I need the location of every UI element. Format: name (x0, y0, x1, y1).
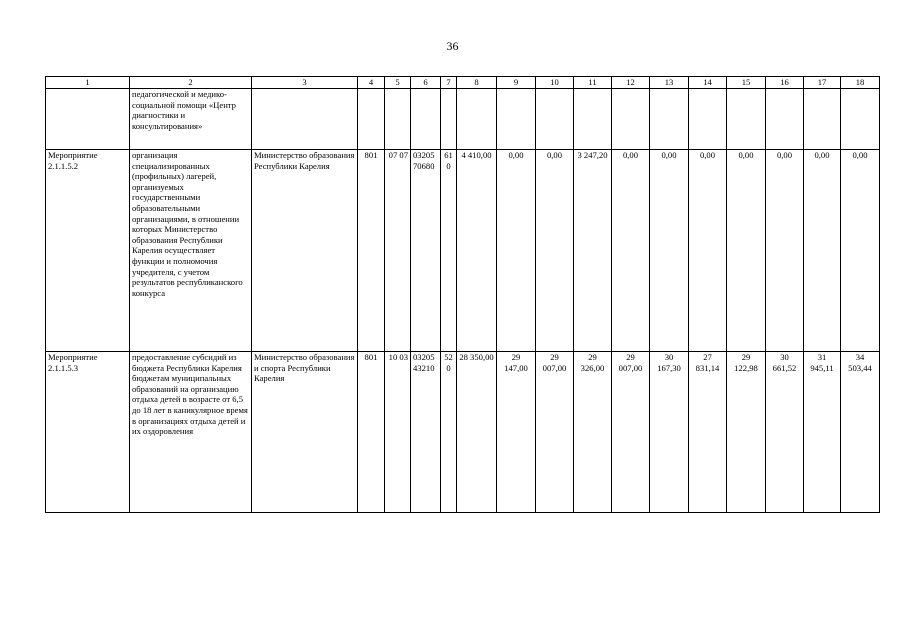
table-cell (536, 89, 574, 150)
header-cell: 13 (650, 77, 689, 89)
table-cell: 03205 43210 (411, 352, 441, 513)
header-cell: 8 (457, 77, 497, 89)
table-cell (689, 89, 727, 150)
table-cell: 30 167,30 (650, 352, 689, 513)
table-cell: 10 03 (385, 352, 411, 513)
table-cell (804, 89, 841, 150)
table-cell: 29 147,00 (497, 352, 536, 513)
activity-description-cell: организация специализированных (профильных) лагерей, организуемых государственными образовательными организациями, в отношении которых Министерство образования Республики Карелия осуществляет функции и полномочия учредителя, с учетом результатов республиканского конкурса (130, 150, 252, 352)
table-header-row (46, 77, 880, 89)
table-cell: 4 410,00 (457, 150, 497, 352)
header-cell: 16 (766, 77, 804, 89)
table-cell: 3 247,20 (574, 150, 612, 352)
activity-description-cell: предоставление субсидий из бюджета Республики Карелия бюджетам муниципальных образований на организацию отдыха детей в возрасте от 6,5 до 18 лет в каникулярное время в организациях отдыха детей и их оздоровления (130, 352, 252, 513)
header-cell: 6 (411, 77, 441, 89)
table-cell (411, 89, 441, 150)
table-cell (497, 89, 536, 150)
activity-code-cell (46, 89, 130, 150)
header-cell: 10 (536, 77, 574, 89)
table-cell (841, 89, 880, 150)
table-cell: 34 503,44 (841, 352, 880, 513)
table-cell: 29 007,00 (536, 352, 574, 513)
table-cell: 0,00 (536, 150, 574, 352)
table-cell (385, 89, 411, 150)
budget-table (45, 76, 880, 513)
table-cell: 0,00 (497, 150, 536, 352)
table-cell: 31 945,11 (804, 352, 841, 513)
table-cell: 07 07 (385, 150, 411, 352)
activity-description-cell: педагогической и медико-социальной помощи «Центр диагностики и консультирования» (130, 89, 252, 150)
page-number: 36 (446, 39, 459, 53)
table-cell (358, 89, 385, 150)
table-cell: 0,00 (689, 150, 727, 352)
table-cell (441, 89, 457, 150)
table-cell: 29 122,98 (727, 352, 766, 513)
executor-cell: Министерство образования и спорта Республики Карелия (252, 352, 358, 513)
header-cell: 1 (46, 77, 130, 89)
table-cell: 03205 70680 (411, 150, 441, 352)
header-cell: 11 (574, 77, 612, 89)
header-cell: 14 (689, 77, 727, 89)
table-cell: 520 (441, 352, 457, 513)
table-row (46, 150, 880, 352)
table-cell: 801 (358, 150, 385, 352)
table-cell: 0,00 (727, 150, 766, 352)
header-cell: 3 (252, 77, 358, 89)
table-cell: 0,00 (650, 150, 689, 352)
table-cell: 29 007,00 (612, 352, 650, 513)
table-cell: 0,00 (612, 150, 650, 352)
executor-cell (252, 89, 358, 150)
table-cell (650, 89, 689, 150)
table-cell (727, 89, 766, 150)
header-cell: 18 (841, 77, 880, 89)
table-cell: 0,00 (766, 150, 804, 352)
activity-code-cell: Мероприятие 2.1.1.5.3 (46, 352, 130, 513)
table-row (46, 352, 880, 513)
table-row (46, 89, 880, 150)
table-cell: 0,00 (841, 150, 880, 352)
table-cell: 30 661,52 (766, 352, 804, 513)
table-cell (574, 89, 612, 150)
activity-code-cell: Мероприятие 2.1.1.5.2 (46, 150, 130, 352)
table-cell (457, 89, 497, 150)
table-cell: 28 350,00 (457, 352, 497, 513)
table-cell: 27 831,14 (689, 352, 727, 513)
header-cell: 9 (497, 77, 536, 89)
header-cell: 12 (612, 77, 650, 89)
table-cell: 610 (441, 150, 457, 352)
header-cell: 4 (358, 77, 385, 89)
header-cell: 15 (727, 77, 766, 89)
header-cell: 17 (804, 77, 841, 89)
header-cell: 7 (441, 77, 457, 89)
header-cell: 5 (385, 77, 411, 89)
table-cell: 801 (358, 352, 385, 513)
table-cell (766, 89, 804, 150)
table-cell: 0,00 (804, 150, 841, 352)
header-cell: 2 (130, 77, 252, 89)
table-cell: 29 326,00 (574, 352, 612, 513)
table-cell (612, 89, 650, 150)
executor-cell: Министерство образования Республики Карелия (252, 150, 358, 352)
